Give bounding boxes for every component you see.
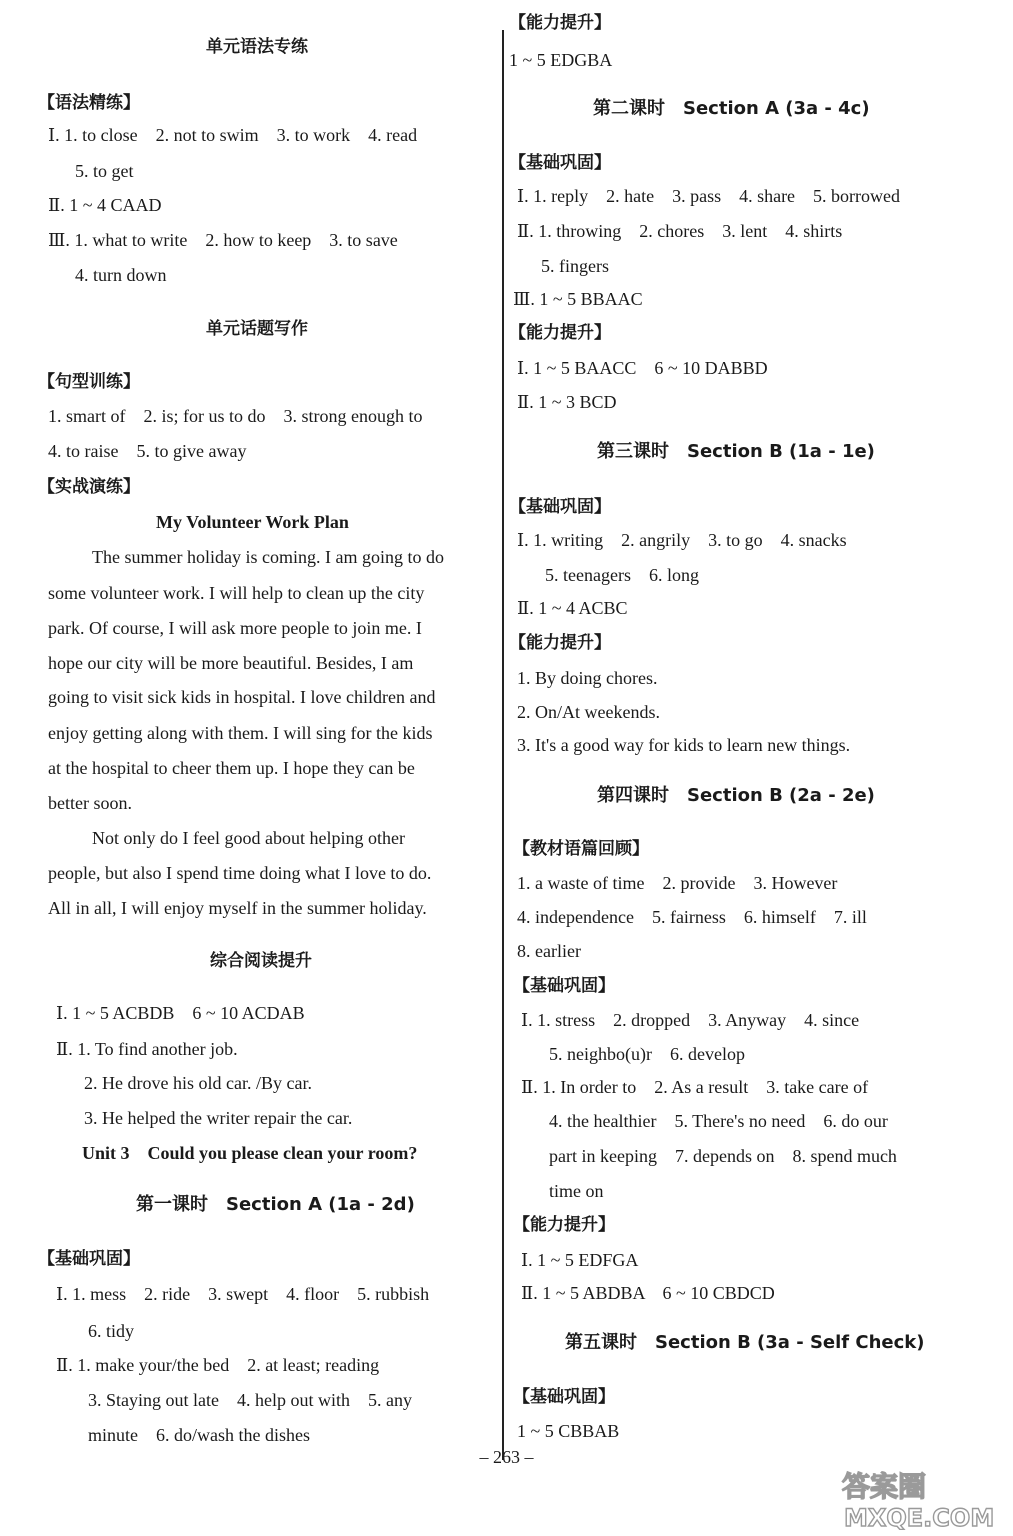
lesson-title: 第二课时 Section A (3a - 4c) — [593, 98, 870, 119]
heading-review: 【教材语篇回顾】 — [513, 839, 649, 859]
answer-line: Ⅱ. 1 ~ 3 BCD — [517, 392, 617, 412]
heading-ability: 【能力提升】 — [509, 323, 611, 343]
answer-line: 6. tidy — [88, 1321, 135, 1341]
answer-line: 8. earlier — [517, 941, 581, 961]
answer-line: 1. a waste of time 2. provide 3. However — [517, 873, 838, 893]
answer-line: 4. to raise 5. to give away — [48, 441, 247, 461]
answer-line: Ⅱ. 1 ~ 4 ACBC — [517, 598, 628, 618]
answer-line: Ⅲ. 1. what to write 2. how to keep 3. to save — [48, 230, 398, 250]
essay-line: enjoy getting along with them. I will sing for the kids — [48, 723, 433, 743]
essay-line: some volunteer work. I will help to clean up the city — [48, 583, 425, 603]
answer-line: 4. independence 5. fairness 6. himself 7. ill — [517, 907, 867, 927]
essay-line: The summer holiday is coming. I am going to do — [92, 547, 444, 567]
answer-line: 1 ~ 5 CBBAB — [517, 1421, 620, 1441]
answer-line: Ⅰ. 1 ~ 5 ACBDB 6 ~ 10 ACDAB — [56, 1003, 305, 1023]
column-divider — [502, 30, 504, 1460]
answer-line: 1. smart of 2. is; for us to do 3. strong enough to — [48, 406, 423, 426]
watermark-chars: 答案圈 — [842, 1470, 927, 1503]
essay-title: My Volunteer Work Plan — [156, 512, 349, 532]
essay-line: Not only do I feel good about helping other — [92, 828, 405, 848]
answer-line: 5. fingers — [541, 256, 609, 276]
watermark-logo — [838, 1466, 1006, 1530]
answer-line: Ⅰ. 1. stress 2. dropped 3. Anyway 4. since — [521, 1010, 860, 1030]
page-number: – 263 – — [479, 1447, 534, 1467]
section-title-writing: 单元话题写作 — [206, 319, 308, 339]
watermark-url: MXQE.COM — [844, 1504, 995, 1530]
heading-basic: 【基础巩固】 — [513, 976, 615, 996]
answer-line: Ⅱ. 1. In order to 2. As a result 3. take care of — [521, 1077, 869, 1097]
essay-line: hope our city will be more beautiful. Besides, I am — [48, 653, 414, 673]
essay-line: going to visit sick kids in hospital. I love children and — [48, 687, 436, 707]
answer-line: Ⅱ. 1. To find another job. — [56, 1039, 238, 1059]
answer-line: Ⅱ. 1 ~ 5 ABDBA 6 ~ 10 CBDCD — [521, 1283, 775, 1303]
heading-ability: 【能力提升】 — [509, 13, 611, 33]
section-title-grammar: 单元语法专练 — [206, 37, 308, 57]
heading-basic: 【基础巩固】 — [38, 1249, 140, 1269]
answer-line: Ⅰ. 1. to close 2. not to swim 3. to work 4. read — [48, 125, 418, 145]
heading-basic: 【基础巩固】 — [509, 497, 611, 517]
answer-line: 1. By doing chores. — [517, 668, 658, 688]
section-title-reading: 综合阅读提升 — [210, 951, 312, 971]
answer-line: Ⅰ. 1 ~ 5 EDFGA — [521, 1250, 639, 1270]
answer-line: 1 ~ 5 EDGBA — [509, 50, 613, 70]
heading-ability: 【能力提升】 — [509, 633, 611, 653]
lesson-title: 第四课时 Section B (2a - 2e) — [597, 785, 875, 806]
answer-line: 3. Staying out late 4. help out with 5. any — [88, 1390, 412, 1410]
essay-line: park. Of course, I will ask more people to join me. I — [48, 618, 422, 638]
essay-line: at the hospital to cheer them up. I hope they can be — [48, 758, 415, 778]
essay-line: people, but also I spend time doing what I love to do. — [48, 863, 432, 883]
answer-line: Ⅰ. 1. reply 2. hate 3. pass 4. share 5. borrowed — [517, 186, 901, 206]
unit-title: Unit 3 Could you please clean your room? — [82, 1143, 418, 1163]
answer-line: Ⅱ. 1. throwing 2. chores 3. lent 4. shirts — [517, 221, 843, 241]
answer-line: 3. He helped the writer repair the car. — [84, 1108, 353, 1128]
heading-grammar-practice: 【语法精练】 — [38, 93, 140, 113]
answer-line: Ⅱ. 1. make your/the bed 2. at least; reading — [56, 1355, 380, 1375]
answer-line: Ⅲ. 1 ~ 5 BBAAC — [513, 289, 643, 309]
answer-line: 2. He drove his old car. /By car. — [84, 1073, 312, 1093]
essay-line: better soon. — [48, 793, 132, 813]
answer-line: minute 6. do/wash the dishes — [88, 1425, 310, 1445]
lesson-title: 第三课时 Section B (1a - 1e) — [597, 441, 875, 462]
answer-line: Ⅱ. 1 ~ 4 CAAD — [48, 195, 162, 215]
answer-line: 4. the healthier 5. There's no need 6. do our — [549, 1111, 888, 1131]
heading-basic: 【基础巩固】 — [509, 153, 611, 173]
answer-line: part in keeping 7. depends on 8. spend much — [549, 1146, 897, 1166]
answer-line: 5. neighbo(u)r 6. develop — [549, 1044, 745, 1064]
heading-pattern-training: 【句型训练】 — [38, 372, 140, 392]
lesson-title: 第一课时 Section A (1a - 2d) — [136, 1194, 415, 1215]
answer-line: Ⅰ. 1. writing 2. angrily 3. to go 4. snacks — [517, 530, 847, 550]
heading-practice: 【实战演练】 — [38, 477, 140, 497]
answer-line: 5. to get — [75, 161, 134, 181]
answer-line: 2. On/At weekends. — [517, 702, 660, 722]
answer-line: 4. turn down — [75, 265, 167, 285]
essay-line: All in all, I will enjoy myself in the summer holiday. — [48, 898, 427, 918]
answer-line: 5. teenagers 6. long — [545, 565, 699, 585]
lesson-title: 第五课时 Section B (3a - Self Check) — [565, 1332, 925, 1353]
answer-line: 3. It's a good way for kids to learn new things. — [517, 735, 851, 755]
answer-line: Ⅰ. 1 ~ 5 BAACC 6 ~ 10 DABBD — [517, 358, 768, 378]
heading-ability: 【能力提升】 — [513, 1215, 615, 1235]
answer-line: Ⅰ. 1. mess 2. ride 3. swept 4. floor 5. rubbish — [56, 1284, 430, 1304]
answer-line: time on — [549, 1181, 604, 1201]
heading-basic: 【基础巩固】 — [513, 1387, 615, 1407]
